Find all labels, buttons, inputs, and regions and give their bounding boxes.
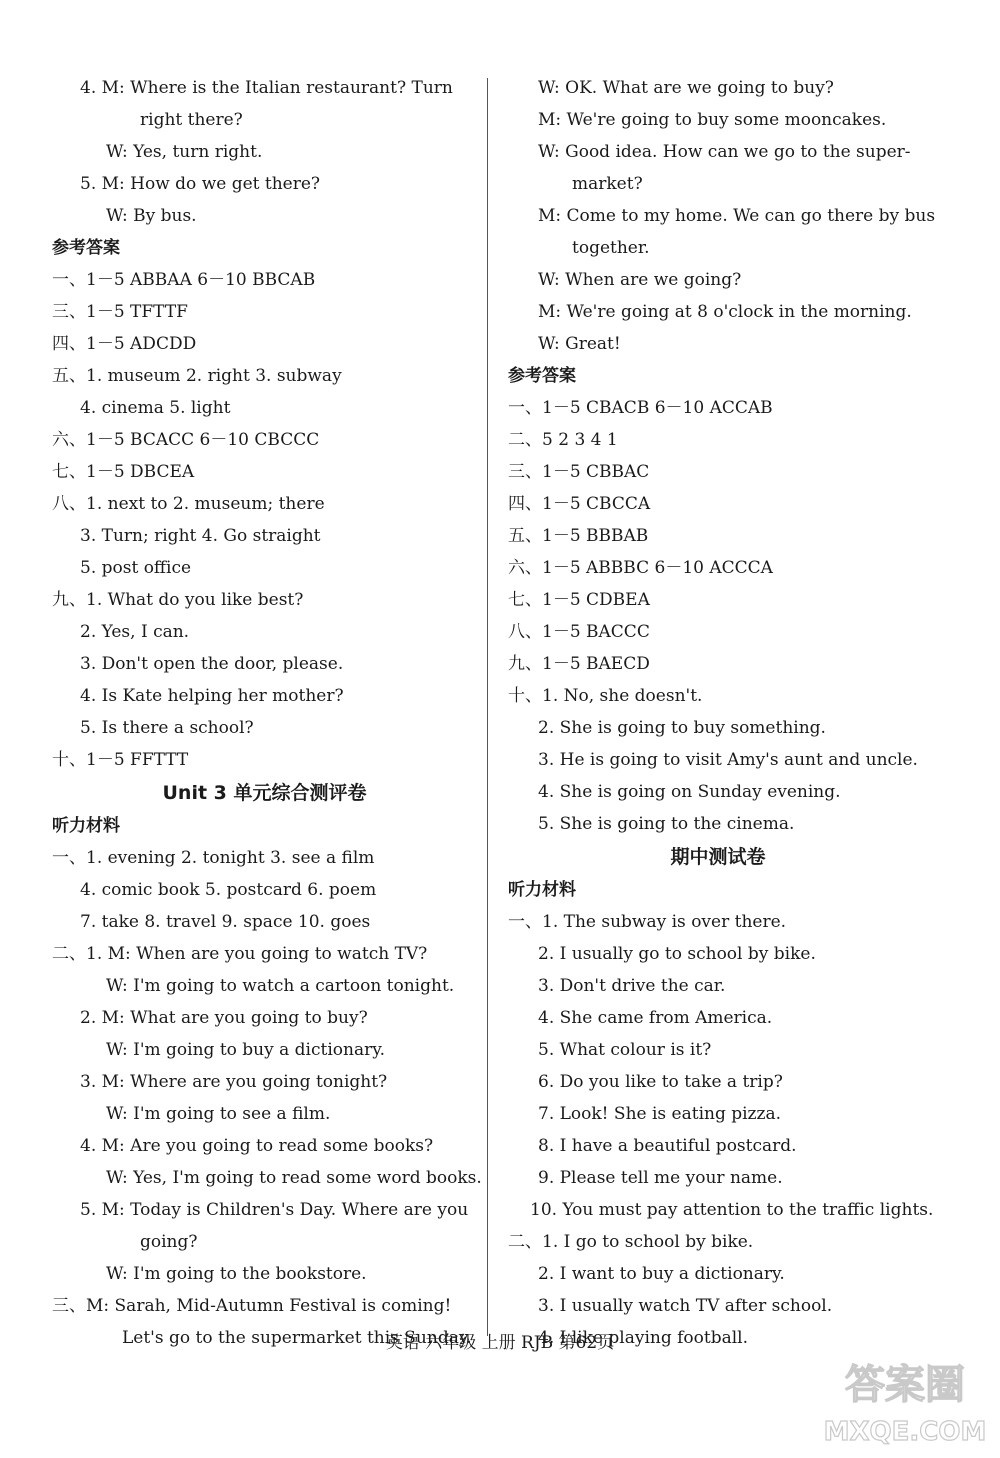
page-footer: 英语 六年级 上册 RJB 第62页 [385, 1333, 615, 1353]
text-line: 四、1－5 CBCCA [508, 494, 651, 514]
text-line: W: Yes, turn right. [106, 142, 263, 162]
text-line: 3. Turn; right 4. Go straight [80, 526, 321, 546]
text-line: going? [140, 1232, 198, 1252]
text-line: 4. cinema 5. light [80, 398, 231, 418]
text-line: 六、1－5 BCACC 6－10 CBCCC [52, 430, 320, 450]
text-line: M: Come to my home. We can go there by bus [538, 206, 936, 226]
text-line: 三、1－5 CBBAC [508, 462, 650, 482]
text-line: 七、1－5 CDBEA [508, 590, 650, 610]
text-line: 七、1－5 DBCEA [52, 462, 195, 482]
text-line: 六、1－5 ABBBC 6－10 ACCCA [508, 558, 773, 578]
text-line: Let's go to the supermarket this Sunday. [122, 1328, 472, 1348]
text-line: together. [572, 238, 650, 258]
text-line: 二、1. I go to school by bike. [508, 1232, 754, 1252]
text-line: 一、1. evening 2. tonight 3. see a film [52, 848, 375, 868]
text-line: 二、1. M: When are you going to watch TV? [52, 944, 428, 964]
text-line: 4. She came from America. [538, 1008, 773, 1028]
text-line: 9. Please tell me your name. [538, 1168, 783, 1188]
text-line: 2. I usually go to school by bike. [538, 944, 816, 964]
text-line: 2. Yes, I can. [80, 622, 190, 642]
text-line: 一、1. The subway is over there. [508, 912, 787, 932]
watermark-line1: 答案圈 [845, 1362, 965, 1408]
left-column [52, 72, 482, 1354]
text-line: 五、1－5 BBBAB [508, 526, 649, 546]
text-line: 3. Don't drive the car. [538, 976, 726, 996]
text-line: W: I'm going to watch a cartoon tonight. [106, 976, 455, 996]
text-line: 5. M: Today is Children's Day. Where are you [80, 1200, 469, 1220]
text-line: 2. She is going to buy something. [538, 718, 826, 738]
text-line: 十、1. No, she doesn't. [508, 686, 703, 706]
text-line: 八、1－5 BACCC [508, 622, 650, 642]
text-line: 十、1－5 FFTTT [52, 750, 189, 770]
text-line: 一、1－5 CBACB 6－10 ACCAB [508, 398, 773, 418]
text-line: W: When are we going? [538, 270, 742, 290]
watermark-line2: MXQE.COM [823, 1417, 987, 1447]
text-line: 4. Is Kate helping her mother? [80, 686, 344, 706]
text-line: 7. take 8. travel 9. space 10. goes [80, 912, 371, 932]
text-line: 5. She is going to the cinema. [538, 814, 795, 834]
text-line: W: By bus. [106, 206, 197, 226]
section-title: Unit 3 单元综合测评卷 [162, 782, 367, 804]
text-line: W: Yes, I'm going to read some word books. [106, 1168, 482, 1188]
text-line: 5. What colour is it? [538, 1040, 712, 1060]
text-line: 三、M: Sarah, Mid-Autumn Festival is coming! [52, 1296, 452, 1316]
text-line: 五、1. museum 2. right 3. subway [52, 366, 342, 386]
text-line: W: I'm going to buy a dictionary. [106, 1040, 385, 1060]
text-line: 八、1. next to 2. museum; there [52, 494, 325, 514]
text-line: market? [572, 174, 643, 194]
watermark-logo [820, 1350, 990, 1450]
text-line: 4. M: Are you going to read some books? [80, 1136, 434, 1156]
text-line: 二、5 2 3 4 1 [508, 430, 618, 450]
section-heading: 听力材料 [508, 880, 576, 900]
text-line: 3. I usually watch TV after school. [538, 1296, 833, 1316]
text-line: 5. post office [80, 558, 192, 578]
text-line: 5. M: How do we get there? [80, 174, 321, 194]
text-line: 8. I have a beautiful postcard. [538, 1136, 797, 1156]
text-line: W: Good idea. How can we go to the super- [538, 142, 911, 162]
text-line: 2. M: What are you going to buy? [80, 1008, 368, 1028]
text-line: 2. I want to buy a dictionary. [538, 1264, 785, 1284]
text-line: 四、1－5 ADCDD [52, 334, 197, 354]
text-line: W: I'm going to see a film. [106, 1104, 331, 1124]
text-line: right there? [140, 110, 243, 130]
text-line: 4. I like playing football. [538, 1328, 749, 1348]
text-line: 3. He is going to visit Amy's aunt and uncle. [538, 750, 918, 770]
text-line: 10. You must pay attention to the traffic lights. [530, 1200, 934, 1220]
text-line: 3. M: Where are you going tonight? [80, 1072, 388, 1092]
text-line: 4. comic book 5. postcard 6. poem [80, 880, 377, 900]
text-line: 三、1－5 TFTTF [52, 302, 188, 322]
text-line: 3. Don't open the door, please. [80, 654, 344, 674]
section-heading: 参考答案 [52, 238, 120, 258]
right-column [508, 72, 936, 1354]
text-line: 九、1. What do you like best? [52, 590, 304, 610]
section-heading: 听力材料 [52, 816, 120, 836]
text-line: W: I'm going to the bookstore. [106, 1264, 367, 1284]
section-title: 期中测试卷 [670, 846, 766, 868]
column-divider [487, 78, 488, 1336]
text-line: 4. M: Where is the Italian restaurant? Turn [80, 78, 453, 98]
text-line: 7. Look! She is eating pizza. [538, 1104, 782, 1124]
text-line: 九、1－5 BAECD [508, 654, 650, 674]
text-line: 5. Is there a school? [80, 718, 254, 738]
text-line: M: We're going at 8 o'clock in the morning. [538, 302, 912, 322]
text-line: W: OK. What are we going to buy? [538, 78, 834, 98]
text-line: 一、1－5 ABBAA 6－10 BBCAB [52, 270, 316, 290]
text-line: W: Great! [538, 334, 621, 354]
text-line: 6. Do you like to take a trip? [538, 1072, 783, 1092]
text-line: 4. She is going on Sunday evening. [538, 782, 841, 802]
text-line: M: We're going to buy some mooncakes. [538, 110, 887, 130]
section-heading: 参考答案 [508, 366, 576, 386]
